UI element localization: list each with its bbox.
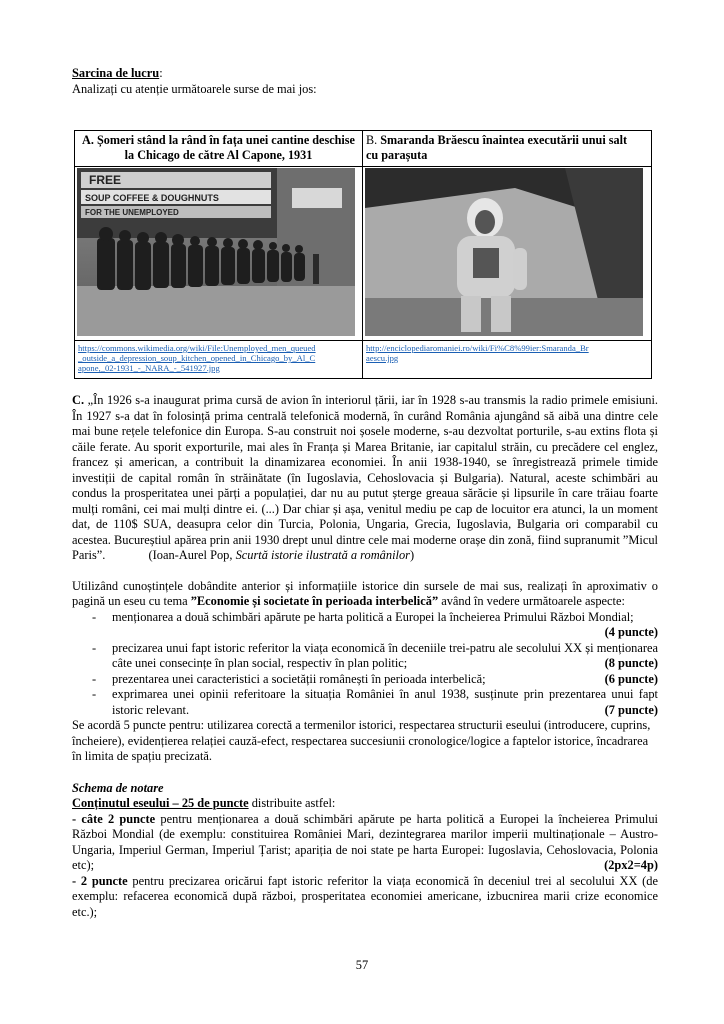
schema-content-after: distribuite astfel: xyxy=(248,796,336,810)
source-c-text: „În 1926 s-a inaugurat prima cursă de avion în interiorul țării, iar în 1928 s-au transmis la radio primele emisiuni. În 1927 s-a dat în folosință prima centrală telefonică modernă, în curând România ajungând să aibă una dintre cele mai bune rețele telefonice din Europa. S-au construit noi șosele moderne, s-au dezvoltat porturile, s-au extins flota și căile ferate. Au sporit exporturile, mai ales în Franța și Marea Britanie, iar capitalul străin, cu precădere cel englez, francez și american, a contribuit la dinamizarea economiei. În anii 1938-1940, se înregistrează primele timide investiții de capital român în străinătate (în Iugoslavia, Cehoslovacia și Bulgaria). Natural, aceste schimbări au condus la prosperitatea unei părți a populației, dar nu au putut șterge greaua sărăcie și lipsurile în care trăiau foarte mulți români, cei mai mulți dintre ei. (...) Dar chiar și așa, venitul mediu pe cap de locuitor era atunci, la un moment dat, de 110$ SUA, deasupra celor din Turcia, Polonia, Ungaria, Grecia, Iugoslavia, Bulgaria ori comparabil cu acestea. Bucureștiul apărea prin anii 1930 drept unul dintre cele mai moderne orașe din zonă, fiind supranumit ”Micul Paris”. xyxy=(72,393,658,562)
source-a-link-line1[interactable]: https://commons.wikimedia.org/wiki/File:Unemployed_men_queued xyxy=(78,343,316,353)
source-a-link[interactable] xyxy=(75,341,363,379)
task-instruction: Analizați cu atenție următoarele surse de mai jos: xyxy=(72,81,317,96)
essay-extra-points: Se acordă 5 puncte pentru: utilizarea corectă a termenilor istorici, respectarea structurii eseului (introducere, cuprins, încheiere), evidențierea relației cauză-efect, respectarea succesiunii cronologice/logice a faptelor istorice, încadrarea în limita de spațiu precizată. xyxy=(72,718,651,763)
schema-item-2-text: pentru precizarea oricărui fapt istoric referitor la viața economică în deceniul trei al secolului XX (de exemplu: refacerea economică după război, prosperitatea economiei americane, izbucnirea marii crize economice etc.); xyxy=(72,873,658,919)
source-a-caption-line2: la Chicago de către Al Capone, 1931 xyxy=(124,147,313,162)
task-heading: Sarcina de lucru xyxy=(72,66,160,80)
source-c-label: C. xyxy=(72,393,85,407)
requirement-text: prezentarea unei caracteristici a societății românești în perioada interbelică; xyxy=(112,671,486,686)
source-b-link-line1[interactable]: http://enciclopediaromaniei.ro/wiki/Fi%C8%99ier:Smaranda_Br xyxy=(366,343,589,353)
source-b-link-line2[interactable]: aescu.jpg xyxy=(366,353,399,363)
schema-item-2-bold: - 2 puncte xyxy=(72,873,128,888)
source-a-caption xyxy=(75,131,363,167)
requirement-item xyxy=(92,687,658,718)
sign-coffee: SOUP COFFEE & DOUGHNUTS xyxy=(85,193,219,203)
soup-kitchen-photo xyxy=(77,168,355,336)
schema-item-1-points: (2px2=4p) xyxy=(604,858,658,872)
source-b-caption-line2: cu parașuta xyxy=(366,147,428,162)
source-b-photo-cell xyxy=(363,167,652,341)
sign-free: FREE xyxy=(89,173,122,187)
source-a-photo-cell xyxy=(75,167,363,341)
source-c-close: ) xyxy=(409,548,415,562)
sources-table xyxy=(74,130,652,379)
requirement-text: precizarea unui fapt istoric referitor la viața economică în deceniile trei-patru ale secolului XX și menționarea câte unei consecințe în plan social, respectiv în plan politic; xyxy=(112,640,658,670)
page-number: 57 xyxy=(355,958,369,972)
essay-topic: ”Economie și societate în perioada interbelică” xyxy=(190,594,439,608)
source-b-link[interactable] xyxy=(363,341,652,379)
task-heading-colon: : xyxy=(159,66,163,80)
essay-intro-before: Utilizând cunoștințele dobândite anterior și informațiile istorice din sursele de mai sus, realizați în aproximativ o pagină un eseu cu tema xyxy=(72,578,658,608)
requirement-text: exprimarea unei opinii referitoare la situația României în anul 1938, susținute prin prezentarea unui fapt istoric relevant. xyxy=(112,687,658,717)
schema-content-title: Conținutul eseului – 25 de puncte xyxy=(72,796,249,810)
braescu-photo xyxy=(365,168,643,336)
source-a-link-line3[interactable]: apone,_02-1931_-_NARA_-_541927.jpg xyxy=(78,363,220,373)
source-c-quote xyxy=(72,393,658,564)
task-heading-line xyxy=(72,66,658,82)
schema-item-2 xyxy=(72,874,658,921)
schema-content-line xyxy=(72,796,658,812)
source-a-link-line2[interactable]: _outside_a_depression_soup_kitchen_opened_in_Chicago_by_Al_C xyxy=(78,353,316,363)
source-c-book: Scurtă istorie ilustrată a românilor xyxy=(235,548,410,562)
requirement-points: (7 puncte) xyxy=(604,702,658,717)
requirement-points: (4 puncte) xyxy=(604,625,658,639)
essay-intro-after: având în vedere următoarele aspecte: xyxy=(438,594,625,608)
source-b-caption xyxy=(363,131,652,167)
schema-item-1-text: pentru menționarea a două schimbări apărute pe harta politică a Europei la încheierea Primului Război Mondial (de exemplu: constituirea României Mari, dezintegrarea marilor imperii multinaționale – Austro-Ungaria, Imperiul German, Imperiul Țarist; apariția de noi state pe harta Europei: Iugoslavia, Cehoslovacia, Polonia etc); xyxy=(72,811,658,872)
schema-item-1 xyxy=(72,812,658,874)
source-b-caption-prefix: B. xyxy=(366,133,381,147)
essay-requirements xyxy=(72,610,658,719)
requirement-item xyxy=(92,610,658,641)
document-page xyxy=(72,66,658,920)
requirement-text: menționarea a două schimbări apărute pe harta politică a Europei la încheierea Primului Război Mondial; xyxy=(112,609,634,624)
sign-unemployed: FOR THE UNEMPLOYED xyxy=(85,208,179,217)
requirement-item xyxy=(92,672,658,688)
requirement-points: (8 puncte) xyxy=(604,656,658,670)
source-b-caption-line1: Smaranda Brăescu înaintea executării unui salt xyxy=(380,133,628,147)
essay-intro xyxy=(72,579,658,610)
requirement-item xyxy=(92,641,658,672)
source-c-author: (Ioan-Aurel Pop, xyxy=(148,548,233,562)
schema-title: Schema de notare xyxy=(72,780,164,795)
schema-item-1-bold: - câte 2 puncte xyxy=(72,811,156,826)
requirement-points: (6 puncte) xyxy=(604,671,658,686)
source-a-caption-line1: A. Șomeri stând la rând în fața unei cantine deschise xyxy=(82,133,355,147)
